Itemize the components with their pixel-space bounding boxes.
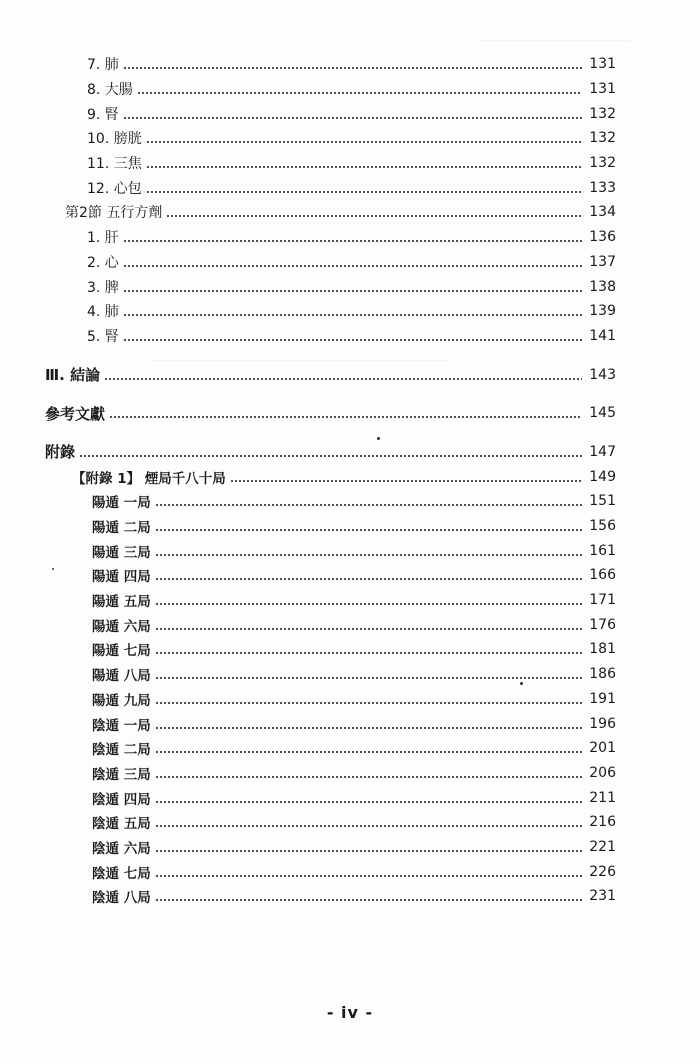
toc-entry[interactable] [0,52,700,77]
toc-section-entry[interactable] [0,200,700,225]
toc-appendix-entry-page: 221 [589,838,616,855]
dot-leader [155,578,582,580]
toc-entry[interactable] [0,101,700,126]
toc-appendix-entry[interactable] [0,859,700,884]
toc-appendix-entry-page: 156 [589,518,616,535]
toc-appendix-entry-page: 211 [589,789,616,806]
toc-appendix-entry-page: 171 [589,592,616,609]
toc-appendix-entry-label: 陰遁 二局 [92,742,151,759]
toc-entry[interactable] [0,175,700,200]
toc-entry-label: 8. 大腸 [87,82,133,99]
toc-appendix-entry[interactable] [0,835,700,860]
toc-entry[interactable] [0,77,700,102]
toc-entry-label: 2. 心 [87,254,119,271]
table-of-contents [0,52,700,909]
toc-appendix-entry-label: 陰遁 五局 [92,816,151,833]
toc-entry-page: 133 [589,179,616,196]
toc-entry-page: 138 [589,278,616,295]
toc-appendix-entry[interactable] [0,538,700,563]
toc-appendix-entry[interactable] [0,687,700,712]
toc-appendix-entry-page: 196 [589,715,616,732]
toc-entry[interactable] [0,274,700,299]
toc-appendix-entry-page: 166 [589,567,616,584]
toc-appendix-1[interactable] [0,464,700,489]
toc-entry[interactable] [0,225,700,250]
toc-appendix-entry-label: 陽遁 七局 [92,643,151,660]
toc-appendix-entry-label: 陰遁 四局 [92,791,151,808]
toc-appendix-entry-label: 陰遁 三局 [92,766,151,783]
dot-leader [146,191,582,193]
dot-leader [155,702,582,704]
toc-chapter-page: 143 [589,366,616,383]
toc-appendix-entry-label: 陽遁 九局 [92,692,151,709]
toc-appendix-entry-label: 陽遁 六局 [92,618,151,635]
toc-appendix-page: 149 [589,468,616,485]
dot-leader [155,899,582,901]
toc-entry-label: 5. 腎 [87,328,119,345]
toc-appendix-entry-label: 陰遁 七局 [92,865,151,882]
dot-leader [123,314,582,316]
dot-leader [155,652,582,654]
toc-chapter-references[interactable] [0,401,700,426]
dot-leader [230,480,582,482]
toc-appendix-entry-label: 陰遁 八局 [92,890,151,907]
toc-chapter-label: 附錄 [45,443,76,462]
dot-leader [155,727,582,729]
toc-appendix-entry-page: 176 [589,616,616,633]
toc-appendix-entry[interactable] [0,514,700,539]
toc-entry[interactable] [0,299,700,324]
toc-entry-label: 1. 肝 [87,230,119,247]
toc-entry[interactable] [0,126,700,151]
toc-appendix-entry-label: 陽遁 二局 [92,520,151,537]
toc-appendix-entry-label: 陽遁 三局 [92,544,151,561]
toc-entry-page: 132 [589,155,616,172]
toc-appendix-entry-page: 161 [589,542,616,559]
toc-appendix-entry[interactable] [0,761,700,786]
toc-chapter-conclusion[interactable] [0,362,700,387]
dot-leader [123,339,582,341]
toc-appendix-entry[interactable] [0,711,700,736]
dot-leader [155,875,582,877]
appendix-entries-list [0,489,700,909]
toc-appendix-entry-page: 231 [589,888,616,905]
dot-leader [155,751,582,753]
toc-appendix-entry-page: 186 [589,666,616,683]
toc-chapter-label: Ⅲ. 結論 [45,366,101,385]
dot-leader [166,215,582,217]
toc-appendix-entry-page: 151 [589,493,616,510]
toc-entry[interactable] [0,324,700,349]
toc-appendix-entry-page: 206 [589,764,616,781]
toc-chapter-appendix[interactable] [0,440,700,465]
toc-appendix-entry-label: 陰遁 一局 [92,717,151,734]
toc-appendix-entry[interactable] [0,884,700,909]
toc-entry-page: 141 [589,327,616,344]
dot-leader [155,801,582,803]
toc-section-label: 第2節 五行方劑 [65,205,163,222]
dot-leader [123,265,582,267]
toc-entry-label: 4. 肺 [87,304,119,321]
toc-appendix-entry[interactable] [0,785,700,810]
toc-appendix-entry-page: 226 [589,863,616,880]
toc-appendix-entry[interactable] [0,489,700,514]
toc-entry[interactable] [0,151,700,176]
toc-entry-label: 3. 脾 [87,279,119,296]
toc-appendix-label: 【附錄 1】 煙局千八十局 [72,470,226,487]
toc-entry-page: 136 [589,229,616,246]
toc-entry[interactable] [0,250,700,275]
dot-leader [155,504,582,506]
toc-appendix-entry-label: 陽遁 五局 [92,594,151,611]
toc-appendix-entry-page: 201 [589,740,616,757]
toc-appendix-entry[interactable] [0,662,700,687]
toc-appendix-entry-label: 陽遁 四局 [92,569,151,586]
toc-appendix-entry[interactable] [0,736,700,761]
dot-leader [123,67,582,69]
toc-appendix-entry-page: 181 [589,641,616,658]
dot-leader [155,554,582,556]
dot-leader [146,141,582,143]
dot-leader [137,92,582,94]
dot-leader [123,240,582,242]
dot-leader [155,529,582,531]
toc-appendix-entry[interactable] [0,637,700,662]
dot-leader [155,825,582,827]
toc-appendix-entry-label: 陰遁 六局 [92,840,151,857]
dot-leader [155,850,582,852]
toc-appendix-entry-label: 陽遁 八局 [92,668,151,685]
toc-entry-label: 10. 膀胱 [87,131,142,148]
dot-leader [155,776,582,778]
toc-appendix-entry[interactable] [0,612,700,637]
toc-appendix-entry-page: 191 [589,690,616,707]
toc-section-page: 134 [589,204,616,221]
toc-entry-page: 132 [589,130,616,147]
dot-leader [123,117,582,119]
dot-leader [123,290,582,292]
toc-entry-page: 137 [589,253,616,270]
toc-entry-page: 132 [589,105,616,122]
toc-appendix-entry[interactable] [0,563,700,588]
dot-leader [155,603,582,605]
dot-leader [104,378,582,380]
toc-entry-label: 9. 腎 [87,106,119,123]
toc-entry-label: 12. 心包 [87,180,142,197]
dot-leader [155,628,582,630]
dot-leader [146,166,582,168]
toc-entry-page: 131 [589,81,616,98]
page-number-footer: - iv - [326,1003,374,1022]
dot-leader [109,416,582,418]
toc-entry-page: 139 [589,303,616,320]
toc-appendix-entry[interactable] [0,810,700,835]
toc-chapter-page: 145 [589,405,616,422]
toc-appendix-entry-page: 216 [589,814,616,831]
dot-leader [155,677,582,679]
toc-chapter-label: 參考文獻 [45,404,106,423]
toc-entry-page: 131 [589,56,616,73]
dot-leader [79,455,582,457]
toc-entry-label: 7. 肺 [87,57,119,74]
toc-appendix-entry-label: 陽遁 一局 [92,495,151,512]
toc-appendix-entry[interactable] [0,588,700,613]
toc-entry-label: 11. 三焦 [87,156,142,173]
toc-chapter-page: 147 [589,443,616,460]
